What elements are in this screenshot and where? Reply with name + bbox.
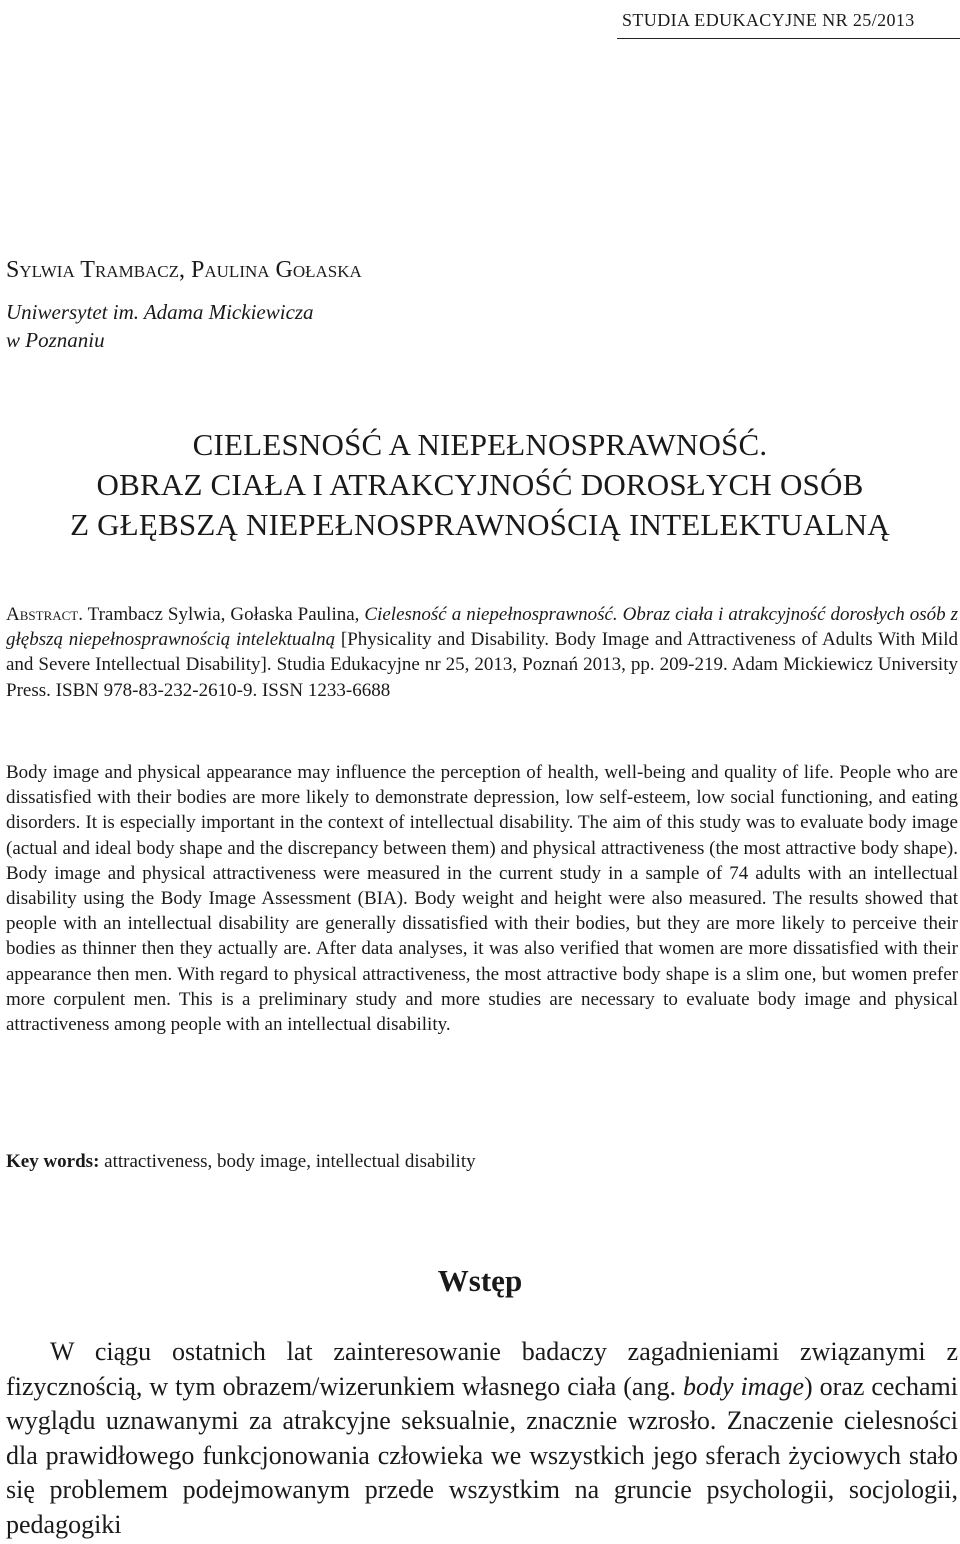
abstract-authors: Trambacz Sylwia, Gołaska Paulina, [82,604,365,625]
intro-paragraph [6,1335,958,1542]
article-title [0,425,960,545]
keywords-value: attractiveness, body image, intellectual disability [99,1151,476,1172]
title-line-2: OBRAZ CIAŁA I ATRAKCYJNOŚĆ DOROSŁYCH OSÓB [96,467,864,502]
abstract-reference-rest: [Physicality and Disability. Body Image and Attractiveness of Adults With Mild and Severe Intellectual Disability]. Studia Edukacyjne nr 25, 2013, Poznań 2013, pp. 209-219. Adam Mickiewicz University Press. ISBN 978-83-232-2610-9. ISSN 1233-6688 [6,629,958,701]
abstract-label: Abstract. [6,604,83,625]
abstract-title-pl: Cielesność a niepełnosprawność. Obraz ciała i atrakcyjność dorosłych osób z głębszą niepełnosprawnością intelektualną [6,604,959,651]
keywords-label: Key words: [6,1151,100,1172]
intro-text-1: W ciągu ostatnich lat zainteresowanie badaczy zagadnieniami związanymi z fizycznością, w tym obrazem/wizerunkiem własnego ciała (ang. [6,1337,958,1401]
abstract-body: Body image and physical appearance may influence the perception of health, well-being and quality of life. People who are dissatisfied with their bodies are more likely to demonstrate depression, low self-esteem, low social functioning, and eating disorders. It is especially important in the context of intellectual disability. The aim of this study was to evaluate body image (actual and ideal body shape and the discrepancy between them) and physical attractiveness (the most attractive body shape). Body image and physical attractiveness were measured in the current study in a sample of 74 adults with an intellectual disability using the Body Image Assessment (BIA). Body weight and height were also measured. The results showed that people with an intellectual disability are generally dissatisfied with their bodies, but they are more likely to perceive their bodies as thinner then they actually are. After data analyses, it was also verified that women are more dissatisfied with their appearance then men. With regard to physical attractiveness, the most attractive body shape is a slim one, but women prefer more corpulent men. This is a preliminary study and more studies are necessary to evaluate body image and physical attractiveness among people with an intellectual disability. [6,762,958,1036]
affiliation-line-1: Uniwersytet im. Adama Mickiewicza [6,300,314,324]
abstract-reference [6,602,958,703]
keywords [6,1151,476,1173]
affiliation-line-2: w Poznaniu [6,328,105,352]
section-heading: Wstęp [437,1263,523,1298]
header-rule [617,38,960,39]
intro-text-2: ) oraz cechami wyglądu uznawanymi za atrakcyjne seksualnie, znacznie wzrosło. Znaczenie cielesności dla prawidłowego funkcjonowania człowieka we wszystkich jego sferach życiowych stało się problemem podejmowanym przede wszystkim na gruncie psychologii, socjologii, pedagogiki [6,1371,959,1539]
title-line-1: CIELESNOŚĆ A NIEPEŁNOSPRAWNOŚĆ. [192,427,768,462]
intro-term: body image [682,1371,805,1401]
running-header: STUDIA EDUKACYJNE NR 25/2013 [622,10,915,30]
authors: Sylwia Trambacz, Paulina Gołaska [6,257,362,283]
title-line-3: Z GŁĘBSZĄ NIEPEŁNOSPRAWNOŚCIĄ INTELEKTUALNĄ [70,507,890,542]
